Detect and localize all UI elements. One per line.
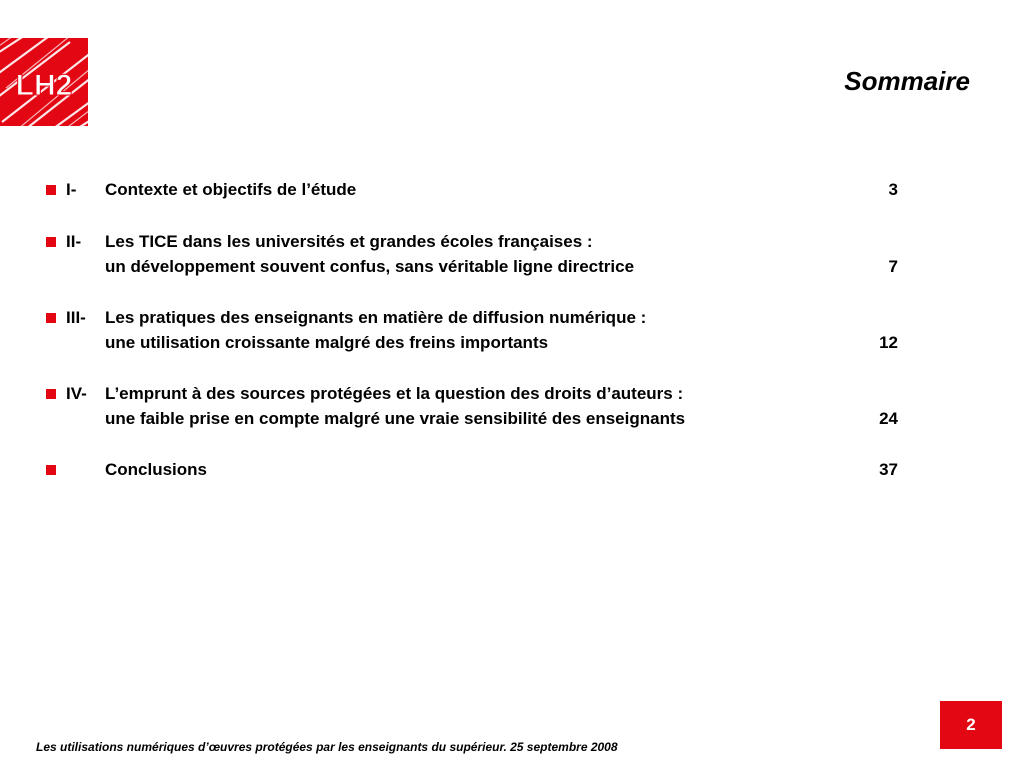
page-title: Sommaire [844,66,970,96]
section-title: L’emprunt à des sources protégées et la question des droits d’auteurs : [105,384,684,403]
lh2-logo [0,38,88,126]
section-title: Contexte et objectifs de l’étude [105,180,357,199]
section-page: 7 [888,257,898,276]
page-number-badge: 2 [940,701,1002,749]
bullet-icon [46,313,56,323]
section-number: III- [66,308,86,327]
section-title: Les pratiques des enseignants en matière de diffusion numérique : [105,308,647,327]
bullet-icon [46,389,56,399]
svg-text:LH2: LH2 [15,69,73,102]
section-subtitle: une utilisation croissante malgré des freins importants [105,333,549,352]
bullet-icon [46,237,56,247]
section-subtitle: une faible prise en compte malgré une vraie sensibilité des enseignants [105,409,686,428]
footer-text: Les utilisations numériques d’œuvres protégées par les enseignants du supérieur. 25 septembre 2008 [36,740,618,754]
section-title: Les TICE dans les universités et grandes écoles françaises : [105,232,593,251]
section-number: II- [66,232,82,251]
section-title: Conclusions [105,460,208,479]
section-page: 24 [879,409,898,428]
bullet-icon [46,185,56,195]
section-page: 12 [879,333,898,352]
section-page: 3 [888,180,898,199]
section-number: I- [66,180,77,199]
section-number: IV- [66,384,87,403]
section-page: 37 [879,460,898,479]
section-subtitle: un développement souvent confus, sans véritable ligne directrice [105,257,635,276]
bullet-icon [46,465,56,475]
